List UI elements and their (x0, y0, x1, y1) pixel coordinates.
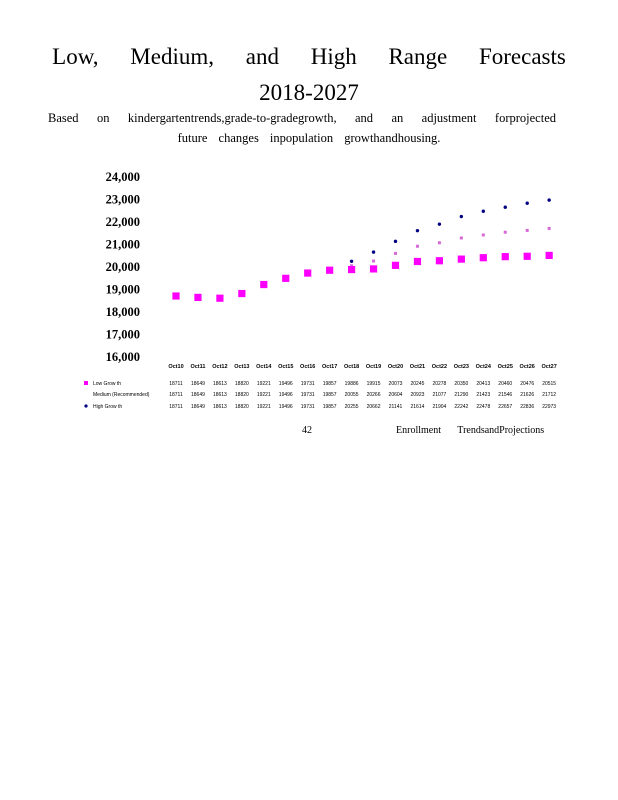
x-tick-label: Oct27 (541, 364, 557, 370)
low-growth-point (524, 253, 531, 260)
table-cell: 21077 (432, 392, 447, 398)
table-cell: 18613 (212, 404, 227, 410)
x-tick-label: Oct13 (234, 364, 250, 370)
table-cell: 22836 (520, 404, 535, 410)
table-cell: 20266 (366, 392, 381, 398)
high-growth-point (394, 240, 397, 243)
table-cell: 21712 (542, 392, 557, 398)
medium-point (504, 231, 507, 234)
table-cell: 22478 (476, 404, 491, 410)
table-cell: 18649 (190, 392, 205, 398)
high-growth-point (460, 215, 463, 218)
high-growth-point (504, 206, 507, 209)
low-growth-point (392, 262, 399, 269)
y-tick-label: 21,000 (105, 237, 140, 252)
x-tick-label: Oct21 (409, 364, 426, 370)
x-tick-label: Oct19 (365, 364, 382, 370)
y-tick-label: 18,000 (105, 305, 140, 319)
low-growth-point (216, 295, 223, 302)
table-cell: 18649 (190, 404, 205, 410)
x-tick-label: Oct17 (322, 364, 338, 370)
high-growth-point (526, 201, 529, 204)
table-cell: 20278 (432, 381, 447, 387)
data-table (84, 381, 556, 410)
page-title-years: 2018-2027 (259, 80, 359, 105)
page-number: 42 (302, 425, 312, 436)
table-cell: 20662 (366, 404, 381, 410)
low-growth-point (546, 252, 553, 259)
low-growth-point (414, 258, 421, 265)
high-growth-point (350, 260, 353, 263)
x-tick-label: Oct26 (519, 364, 535, 370)
table-cell: 19496 (278, 381, 293, 387)
table-cell: 19731 (300, 392, 315, 398)
y-tick-label: 17,000 (105, 327, 140, 342)
table-cell: 18613 (212, 381, 227, 387)
low-growth-point (480, 254, 487, 261)
medium-point (460, 236, 463, 239)
table-cell: 19496 (278, 404, 293, 410)
medium-point (548, 227, 551, 230)
table-cell: 20073 (388, 381, 403, 387)
table-cell: 19857 (322, 392, 337, 398)
table-cell: 19496 (278, 392, 293, 398)
high-growth-point (438, 222, 441, 225)
legend-marker-high (84, 404, 87, 407)
table-cell: 21614 (410, 404, 425, 410)
y-tick-label: 23,000 (105, 192, 140, 207)
x-tick-label: Oct11 (190, 364, 206, 370)
table-cell: 20515 (542, 381, 557, 387)
medium-point (482, 233, 485, 236)
y-tick-label: 20,000 (105, 260, 140, 274)
low-growth-point (502, 253, 509, 260)
y-tick-label: 24,000 (105, 170, 140, 184)
table-cell: 18820 (234, 392, 249, 398)
x-tick-label: Oct23 (453, 364, 469, 370)
x-tick-label: Oct14 (256, 364, 272, 370)
table-cell: 19221 (256, 404, 271, 410)
table-cell: 22973 (542, 404, 557, 410)
low-growth-point (436, 257, 443, 264)
x-tick-label: Oct22 (431, 364, 448, 370)
legend-label: Low Grow th (93, 381, 122, 387)
low-growth-point (304, 269, 311, 276)
low-growth-point (260, 281, 267, 288)
table-cell: 18613 (212, 392, 227, 398)
table-cell: 19731 (300, 404, 315, 410)
table-cell: 19915 (366, 381, 381, 387)
medium-point (394, 252, 397, 255)
x-tick-label: Oct18 (343, 364, 360, 370)
table-cell: 18649 (190, 381, 205, 387)
x-tick-label: Oct24 (475, 364, 491, 370)
table-cell: 20923 (410, 392, 425, 398)
table-cell: 21904 (432, 404, 447, 410)
plot-area (172, 198, 552, 301)
low-growth-point (348, 266, 355, 273)
x-tick-label: Oct16 (300, 364, 316, 370)
legend-label: Medium (Recommended) (93, 392, 150, 398)
x-tick-label: Oct20 (387, 364, 404, 370)
low-growth-point (282, 275, 289, 282)
table-cell: 18820 (234, 381, 249, 387)
medium-point (372, 260, 375, 263)
x-tick-label: Oct15 (278, 364, 294, 370)
forecast-chart (0, 160, 618, 420)
low-growth-point (370, 265, 377, 272)
table-cell: 19857 (322, 381, 337, 387)
low-growth-point (326, 267, 333, 274)
table-cell: 18711 (169, 392, 183, 398)
y-tick-label: 16,000 (105, 350, 140, 364)
medium-point (526, 229, 529, 232)
medium-point (416, 245, 419, 248)
table-cell: 21423 (476, 392, 491, 398)
table-cell: 20413 (476, 381, 491, 387)
table-cell: 19731 (300, 381, 315, 387)
table-cell: 22242 (454, 404, 469, 410)
legend-label: High Grow th (93, 404, 123, 410)
y-tick-label: 22,000 (105, 215, 140, 229)
table-cell: 20476 (520, 381, 535, 387)
table-cell: 18711 (169, 381, 183, 387)
table-cell: 19221 (256, 392, 271, 398)
table-cell: 20350 (454, 381, 469, 387)
table-cell: 21290 (454, 392, 469, 398)
table-cell: 21626 (520, 392, 535, 398)
legend-marker-low (84, 381, 88, 385)
table-cell: 19857 (322, 404, 337, 410)
table-cell: 21546 (498, 392, 513, 398)
medium-point (438, 241, 441, 244)
table-cell: 21141 (388, 404, 403, 410)
table-cell: 20604 (388, 392, 403, 398)
table-cell: 20055 (344, 392, 359, 398)
table-cell: 20255 (344, 404, 359, 410)
page-title: Low, Medium, and High Range Forecasts (52, 44, 566, 69)
table-cell: 19886 (344, 381, 359, 387)
low-growth-point (458, 256, 465, 263)
subtitle-line-1: Based on kindergartentrends,grade-to-gradegrowth, and an adjustment forprojected (48, 111, 556, 125)
table-cell: 19221 (256, 381, 271, 387)
subtitle-line-2: future changes inpopulation growthandhousing. (177, 131, 441, 145)
low-growth-point (238, 290, 245, 297)
x-tick-label: Oct10 (168, 364, 184, 370)
y-axis (106, 170, 140, 364)
high-growth-point (416, 229, 419, 232)
table-cell: 18711 (169, 404, 183, 410)
low-growth-point (194, 294, 201, 301)
x-axis (168, 364, 556, 370)
high-growth-point (547, 198, 550, 201)
table-cell: 22657 (498, 404, 513, 410)
table-cell: 20245 (410, 381, 425, 387)
high-growth-point (372, 250, 375, 253)
footer-text: Enrollment TrendsandProjections (396, 425, 545, 436)
y-tick-label: 19,000 (105, 282, 140, 297)
table-cell: 18820 (234, 404, 249, 410)
x-tick-label: Oct12 (212, 364, 228, 370)
table-cell: 20460 (498, 381, 513, 387)
low-growth-point (172, 292, 179, 299)
x-tick-label: Oct25 (497, 364, 513, 370)
high-growth-point (482, 210, 485, 213)
